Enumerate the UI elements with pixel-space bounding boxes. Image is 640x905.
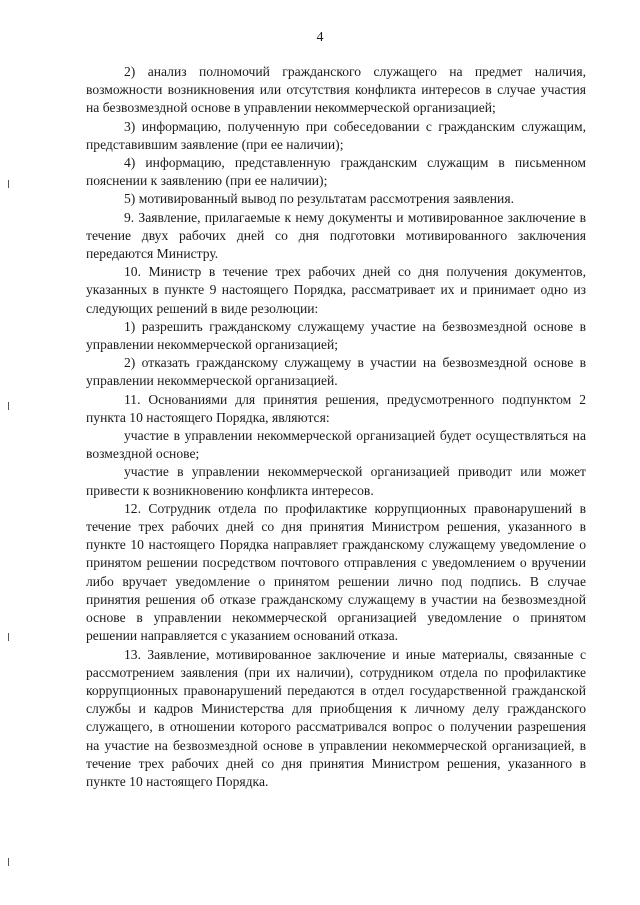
document-body bbox=[86, 63, 586, 791]
scan-margin-mark bbox=[8, 180, 9, 188]
paragraph-clause-12: 12. Сотрудник отдела по профилактике коррупционных правонарушений в течение трех рабочих дней со дня принятия Министром решения, указанного в пункте 10 настоящего Порядка направляет гражданскому служащему уведомление о принятом решении посредством почтового отправления с уведомлением о вручении либо вручает уведомление о принятом решении лично под подпись. В случае принятия решения об отказе гражданскому служащему в участии на безвозмездной основе в управлении некоммерческой организацией уведомление о принятом решении направляется с указанием оснований отказа. bbox=[86, 500, 586, 644]
paragraph-item-4-written-explanation: 4) информацию, представленную гражданским служащим в письменном пояснении к заявлению (при ее наличии); bbox=[86, 155, 586, 189]
scan-margin-mark bbox=[8, 858, 9, 866]
page-number: 4 bbox=[316, 30, 324, 45]
scan-margin-mark bbox=[8, 402, 9, 410]
paragraph-clause-10: 10. Министр в течение трех рабочих дней со дня получения документов, указанных в пункте 9 настоящего Порядка, рассматривает их и принимает одно из следующих решений в виде резолюции: bbox=[86, 264, 586, 316]
scan-margin-mark bbox=[8, 633, 9, 641]
paragraph-clause-11: 11. Основаниями для принятия решения, предусмотренного подпунктом 2 пункта 10 настоящего Порядка, являются: bbox=[86, 391, 586, 425]
paragraph-item-3-interview: 3) информацию, полученную при собеседовании с гражданским служащим, представившим заявление (при ее наличии); bbox=[86, 118, 586, 152]
paragraph-item-2-analysis: 2) анализ полномочий гражданского служащего на предмет наличия, возможности возникновения или отсутствия конфликта интересов в случае участия на безвозмездной основе в управлении некоммерческой организацией; bbox=[86, 64, 586, 116]
paragraph-ground-paid-basis: участие в управлении некоммерческой организацией будет осуществляться на возмездной основе; bbox=[86, 428, 586, 462]
paragraph-clause-9: 9. Заявление, прилагаемые к нему документы и мотивированное заключение в течение двух рабочих дней со дня подготовки мотивированного заключения передаются Министру. bbox=[86, 209, 586, 262]
paragraph-item-5-conclusion: 5) мотивированный вывод по результатам рассмотрения заявления. bbox=[124, 191, 514, 207]
paragraph-clause-13: 13. Заявление, мотивированное заключение и иные материалы, связанные с рассмотрением заявления (при их наличии), сотрудником отдела по профилактике коррупционных правонарушений передаются в отдел государственной гражданской службы и кадров Министерства для приобщения к личному делу гражданского служащего, в отношении которого рассматривался вопрос о получении разрешения на участие на безвозмездной основе в управлении некоммерческой организацией, в течение трех рабочих дней со дня принятия Министром решения, указанного в пункте 10 настоящего Порядка. bbox=[86, 646, 586, 789]
paragraph-decision-1-permit: 1) разрешить гражданскому служащему участие на безвозмездной основе в управлении некоммерческой организацией; bbox=[86, 318, 586, 353]
paragraph-ground-conflict: участие в управлении некоммерческой организацией приводит или может привести к возникновению конфликта интересов. bbox=[86, 464, 586, 498]
paragraph-decision-2-refuse: 2) отказать гражданскому служащему в участии на безвозмездной основе в управлении некоммерческой организацией. bbox=[86, 355, 586, 389]
